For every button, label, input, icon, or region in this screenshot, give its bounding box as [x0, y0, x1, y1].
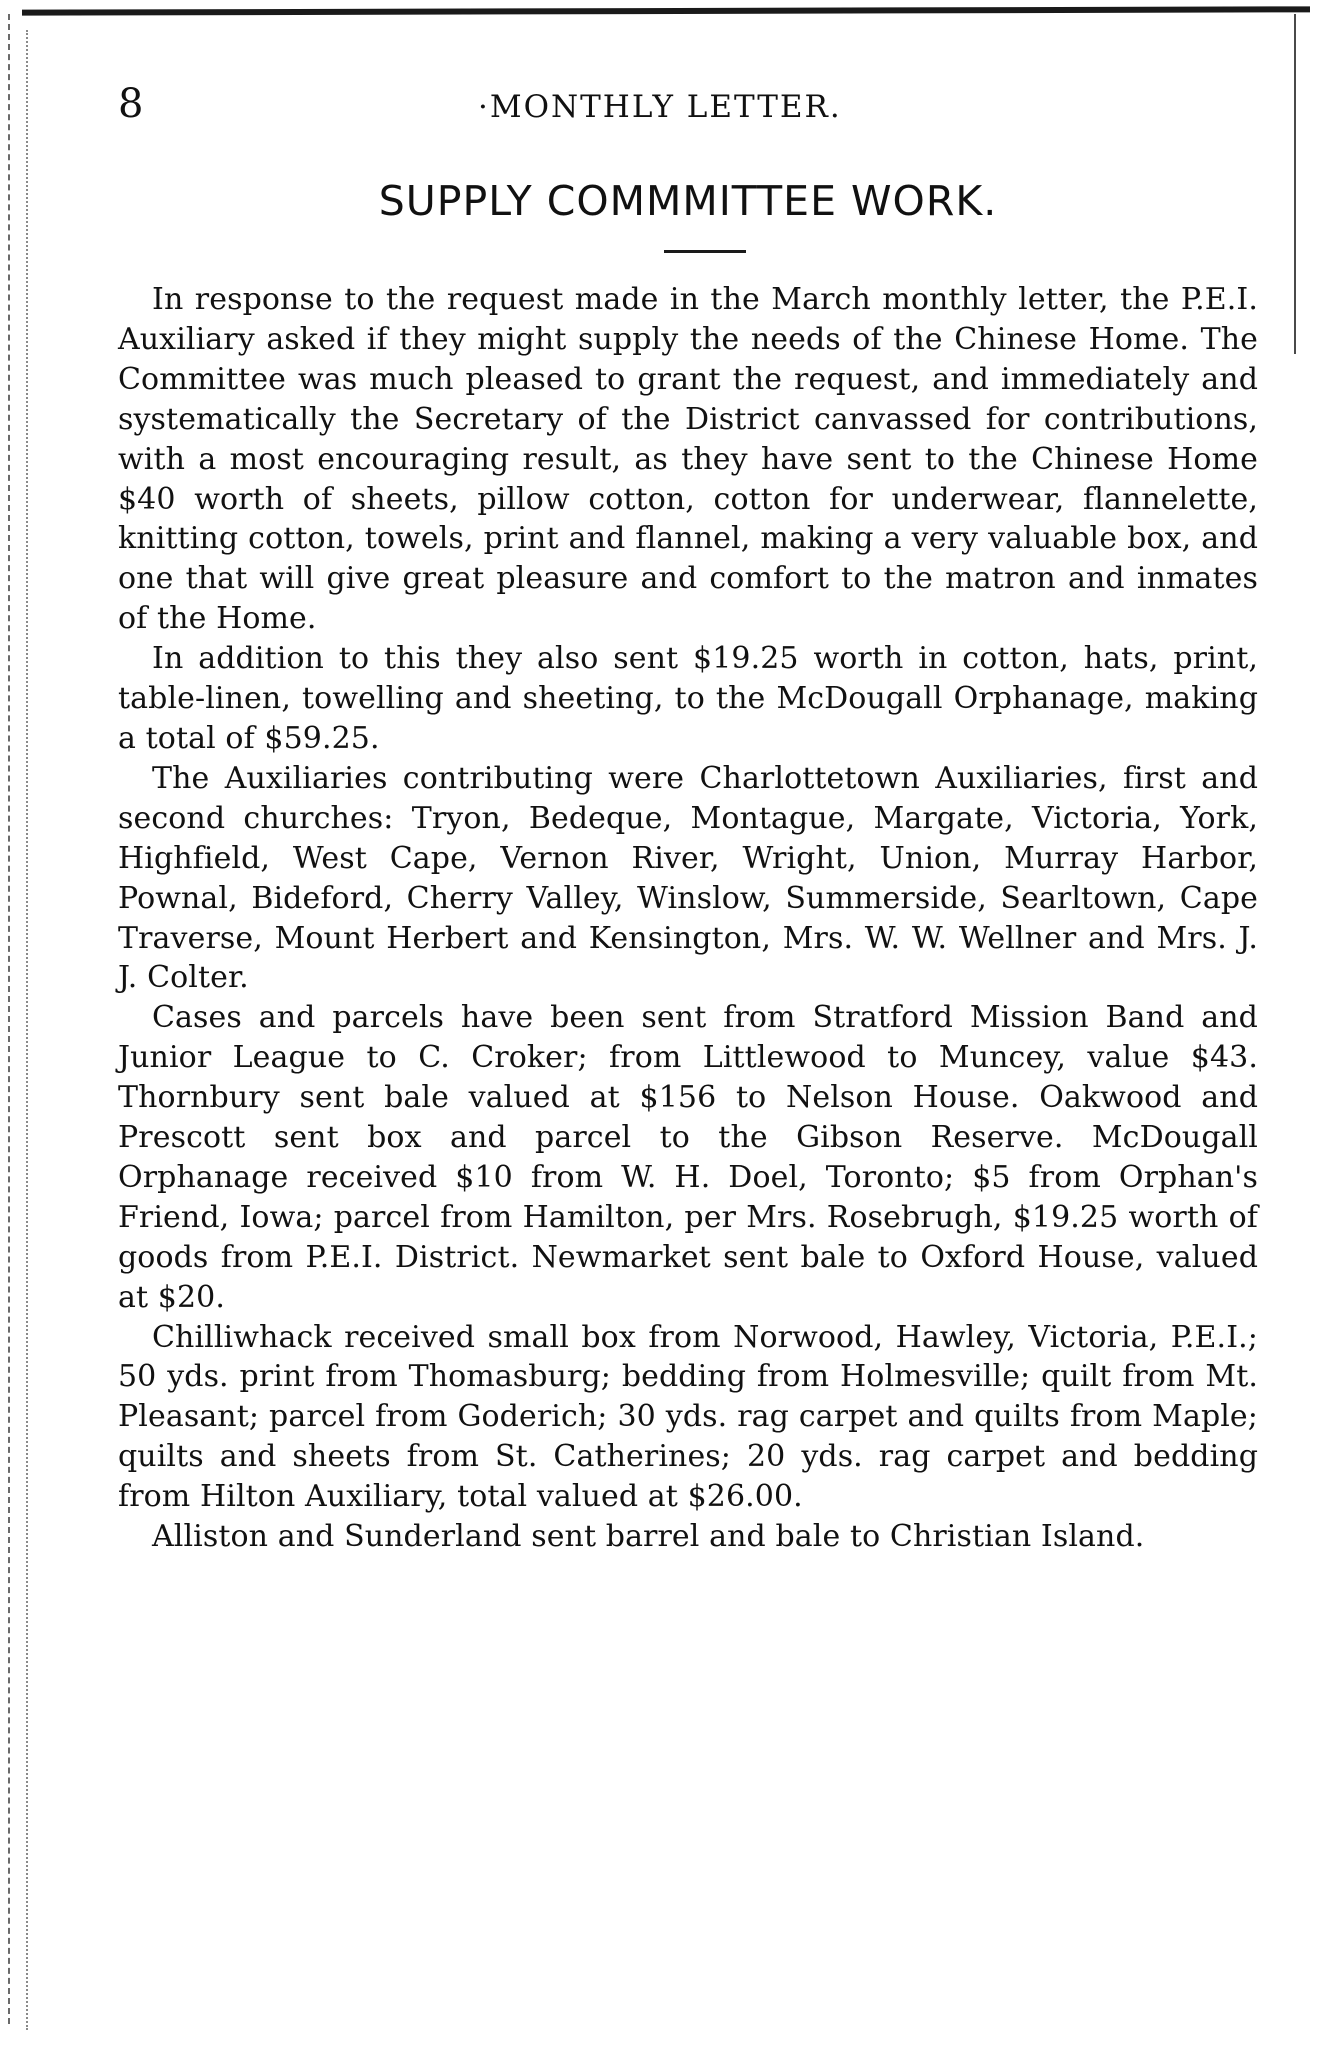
- paragraph-3: The Auxiliaries contributing were Charlottetown Auxiliaries, first and second churches: Tryon, Bedeque, Montague, Margate, Victoria, York, Highfield, West Cape, Vernon River, Wright, Union, Murray Harbor, Pownal, Bideford, Cherry Valley, Winslow, Summerside, Searltown, Cape Traverse, Mount Herbert and Kensington, Mrs. W. W. Wellner and Mrs. J. J. Colter.: [118, 760, 1258, 996]
- paragraph-5: Chilliwhack received small box from Norwood, Hawley, Victoria, P.E.I.; 50 yds. print from Thomasburg; bedding from Holmesville; quilt from Mt. Pleasant; parcel from Goderich; 30 yds. rag carpet and quilts from Maple; quilts and sheets from St. Catherines; 20 yds. rag carpet and bedding from Hilton Auxiliary, total valued at $26.00.: [118, 1319, 1258, 1515]
- right-margin-line: [1294, 14, 1296, 354]
- title-divider: [664, 250, 746, 253]
- running-head: ·MONTHLY LETTER.: [478, 89, 842, 125]
- paragraph-1: In response to the request made in the March monthly letter, the P.E.I. Auxiliary asked if they might supply the needs of the Chinese Home. The Committee was much pleased to grant the request, and immediately and systematically the Secretary of the District canvassed for contributions, with a most encouraging result, as they have sent to the Chinese Home $40 worth of sheets, pillow cotton, cotton for underwear, flannelette, knitting cotton, towels, print and flannel, making a very valuable box, and one that will give great pleasure and comfort to the matron and inmates of the Home.: [118, 282, 1258, 637]
- page-header: [118, 81, 1258, 127]
- paragraph-6: Alliston and Sunderland sent barrel and bale to Christian Island.: [152, 1519, 1145, 1555]
- top-rule: [22, 6, 1310, 15]
- left-margin-line: [8, 14, 10, 2024]
- article-body: [118, 280, 1258, 1557]
- article-title: SUPPLY COMMMITTEE WORK.: [378, 177, 998, 225]
- paragraph-2: In addition to this they also sent $19.25 worth in cotton, hats, print, table-linen, towelling and sheeting, to the McDougall Orphanage, making a total of $59.25.: [118, 641, 1258, 756]
- page-number: 8: [118, 81, 144, 127]
- left-margin-line-inner: [26, 30, 28, 2030]
- paragraph-4: Cases and parcels have been sent from Stratford Mission Band and Junior League to C. Croker; from Littlewood to Muncey, value $43. Thornbury sent bale valued at $156 to Nelson House. Oakwood and Prescott sent box and parcel to the Gibson Reserve. McDougall Orphanage received $10 from W. H. Doel, Toronto; $5 from Orphan's Friend, Iowa; parcel from Hamilton, per Mrs. Rosebrugh, $19.25 worth of goods from P.E.I. District. Newmarket sent bale to Oxford House, valued at $20.: [118, 1000, 1258, 1315]
